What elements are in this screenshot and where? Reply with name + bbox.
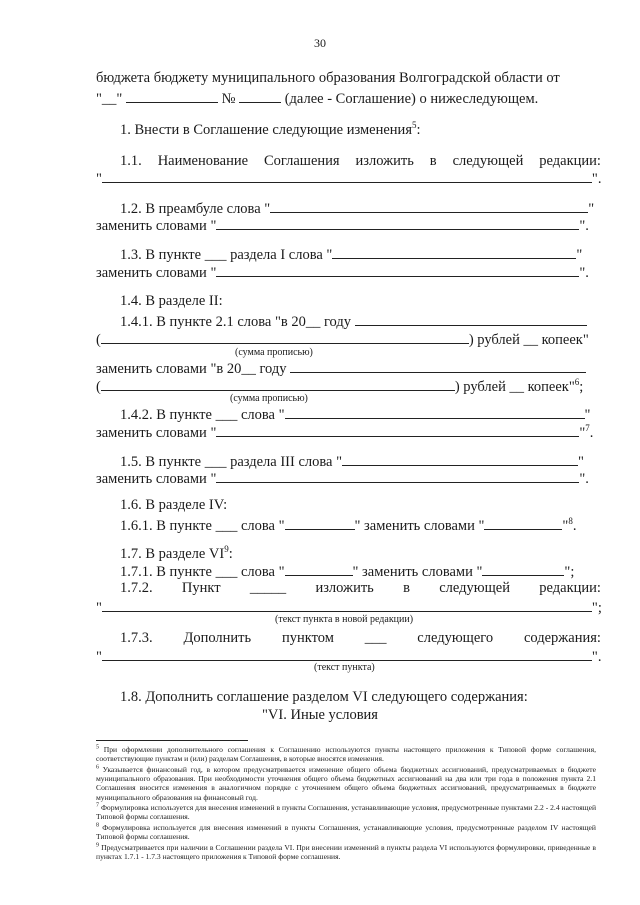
item-1-6-1-blank-2 [484, 517, 562, 530]
section-vi-title: "VI. Иные условия [262, 707, 378, 723]
item-1-7-1-replace: " заменить словами " [352, 564, 483, 580]
footnote-7-text: Формулировка используется для внесения изменений в пункты Соглашения, устанавливающие условия, предусмотренные пунктами 2.2 - 2.4 настоящей Типовой формы соглашения. [96, 803, 597, 822]
item-1-7-3-word-2: пунктом [281, 630, 334, 646]
item-1-4-2-quote-end: " [579, 425, 586, 441]
footnote-ref-9: 9 [224, 544, 229, 555]
item-1-4-2-blank-2 [216, 424, 579, 437]
item-text-caption: (текст пункта) [314, 662, 375, 673]
item-1-4-1-rubles: ) рублей __ копеек" [468, 332, 589, 348]
item-1-4-1-sum-blank [101, 331, 469, 344]
item-1-2-quote-end: ". [579, 218, 589, 234]
item-1-1-line-2 [96, 170, 601, 187]
item-1-1-word-4: в [429, 153, 437, 169]
item-1-5-blank-1 [342, 453, 578, 466]
item-1-7-3-number: 1.7.3. [120, 630, 153, 646]
item-1-7-1-blank-2 [482, 563, 564, 576]
item-1-1-blank [102, 170, 592, 183]
item-1-4-2-quote: " [584, 407, 591, 423]
item-1-4-2-replace: заменить словами " [96, 425, 217, 441]
item-1-7-3-quote-close: ". [591, 649, 602, 665]
item-1-7-3-quote-open: " [96, 649, 102, 665]
item-1-2-replace: заменить словами " [96, 218, 217, 234]
footnote-5-number: 5 [96, 744, 99, 751]
item-1-7-2-word-2: изложить [315, 580, 374, 596]
item-1-4-1-sum-blank-2 [101, 378, 455, 391]
item-1-3-quote: " [576, 247, 583, 263]
item-1-5-text: 1.5. В пункте ___ раздела III слова " [120, 454, 342, 470]
item-1-5-line-1 [120, 453, 584, 470]
item-1-7-2-text-blank [102, 599, 592, 612]
item-1-7-2-word-3: в [403, 580, 410, 596]
footnote-9 [96, 843, 596, 861]
intro-number-sign: № [221, 91, 236, 107]
item-1-1-quote-open: " [96, 171, 102, 187]
item-1-7-3-word-4: содержания: [523, 630, 601, 646]
item-1-4-2-dot: . [589, 425, 594, 441]
item-1-4-2-line-2 [96, 424, 593, 441]
item-1-7-3-word-1: Дополнить [183, 630, 252, 646]
item-1-colon: : [416, 122, 421, 138]
item-1-4-2-blank-1 [285, 406, 585, 419]
item-1-6-1-text: 1.6.1. В пункте ___ слова " [120, 518, 285, 534]
item-1-2-line-2 [96, 217, 589, 234]
intro-text-2: (далее - Соглашение) о нижеследующем. [284, 91, 539, 107]
item-1-5-line-2 [96, 470, 589, 487]
item-1-1-word-1: Наименование [157, 153, 249, 169]
intro-date-blank [126, 90, 218, 103]
item-1-6-1-dot: . [572, 518, 577, 534]
item-1 [120, 122, 421, 138]
item-1-7-2-word-5: редакции: [539, 580, 601, 596]
item-1-5-replace: заменить словами " [96, 471, 217, 487]
sum-in-words-caption-2: (сумма прописью) [230, 393, 308, 404]
intro-text-1: бюджета бюджету муниципального образования Волгоградской области от [96, 70, 560, 86]
intro-line-1 [96, 70, 601, 86]
item-1-7-1-blank-1 [285, 563, 353, 576]
item-1-4-1-text: 1.4.1. В пункте 2.1 слова "в 20__ году [120, 314, 352, 330]
item-1-3-line-2 [96, 264, 589, 281]
item-1-4-1-line-2 [96, 331, 589, 348]
footnote-8-number: 8 [96, 822, 99, 829]
footnote-5-text: При оформлении дополнительного соглашения к Соглашению используются пункты настоящего приложения к Типовой форме соглашения, соответствующие пунктам и (или) разделам Соглашения, в которые вносятся изменения. [96, 745, 596, 764]
item-1-4-1-blank-1 [355, 313, 587, 326]
item-1-7-2-word-4: следующей [439, 580, 510, 596]
item-1-1-word-2: Соглашения [263, 153, 340, 169]
footnote-separator [96, 740, 248, 741]
item-1-7-3 [120, 630, 601, 646]
item-1-7-heading-text: 1.7. В разделе VI [120, 546, 225, 562]
item-1-6-1-blank-1 [285, 517, 355, 530]
item-1-7-2 [120, 580, 601, 596]
item-1-4-1-rubles-2: ) рублей __ копеек" [454, 379, 575, 395]
item-1-4-1-paren: ( [96, 332, 101, 348]
item-1-2-text: 1.2. В преамбуле слова " [120, 201, 271, 217]
footnote-6-text: Указывается финансовый год, в котором предусматривается изменение общего объема бюджетных ассигнований, предусматриваемых в бюджете муниципального образования. При необходимости уточнения общего объема бюджетных ассигнований на два или три года в положения пункта 2.1 Соглашения вносится изменения в аналогичном порядке с уточнением общего объема бюджетных ассигнований, предусматриваемых в бюджете муниципального образования на финансовый год. [96, 765, 596, 802]
item-1-6-heading: 1.6. В разделе IV: [120, 497, 228, 513]
item-1-4-1-line-3 [96, 360, 586, 377]
item-1-3-text: 1.3. В пункте ___ раздела I слова " [120, 247, 333, 263]
item-1-7-heading [120, 546, 233, 562]
item-1-7-3-word-3: следующего [417, 630, 494, 646]
footnote-ref-7: 7 [585, 423, 590, 434]
item-1-2-blank-1 [270, 200, 588, 213]
item-1-7-1-text: 1.7.1. В пункте ___ слова " [120, 564, 285, 580]
item-1-4-1-replace: заменить словами "в 20__ году [96, 361, 287, 377]
item-1-1-word-3: изложить [355, 153, 414, 169]
page-number: 30 [314, 36, 326, 50]
item-1-1-number: 1.1. [120, 153, 142, 169]
item-1-8: 1.8. Дополнить соглашение разделом VI следующего содержания: [120, 689, 528, 705]
item-1-4-2-line-1 [120, 406, 590, 423]
item-1-4-1-line-1 [120, 313, 587, 330]
item-1-4-1-paren-2: ( [96, 379, 101, 395]
item-1-7-1-quote: "; [564, 564, 575, 580]
item-1-6-1-quote: " [562, 518, 569, 534]
footnote-ref-5: 5 [411, 120, 417, 131]
item-1-5-quote-end: ". [579, 471, 589, 487]
item-1-text: 1. Внести в Соглашение следующие изменения [120, 122, 412, 138]
footnote-8 [96, 823, 596, 841]
item-1-3-line-1 [120, 246, 582, 263]
item-1-7-3-text-blank [102, 648, 592, 661]
footnote-7 [96, 803, 596, 821]
footnote-7-number: 7 [96, 802, 99, 809]
intro-date-quotes: "__" [96, 91, 123, 107]
footnote-9-text: Предусматривается при наличии в Соглашении раздела VI. При внесении изменений в пункты раздела VI используются формулировки, приведенные в пунктах 1.7.1 - 1.7.3 настоящего приложения к Типовой форме соглашения. [96, 843, 596, 862]
item-1-2-blank-2 [216, 217, 579, 230]
footnote-6-number: 6 [96, 764, 99, 771]
footnote-9-number: 9 [96, 842, 99, 849]
item-1-5-blank-2 [216, 470, 579, 483]
item-1-6-1-replace: " заменить словами " [354, 518, 485, 534]
item-1-7-1 [120, 563, 574, 580]
item-1-4-1-semicolon: ; [579, 379, 584, 395]
item-1-7-2-quote-close: "; [591, 600, 602, 616]
footnote-5 [96, 745, 596, 763]
item-1-1-quote-close: ". [591, 171, 602, 187]
item-1-7-3-blank: ___ [364, 630, 387, 646]
item-1-3-replace: заменить словами " [96, 265, 217, 281]
item-1-4-heading: 1.4. В разделе II: [120, 293, 223, 309]
item-1-7-2-blank: _____ [249, 580, 287, 596]
footnote-ref-8: 8 [568, 516, 573, 527]
footnote-ref-6: 6 [574, 377, 580, 388]
item-1-1-word-5: следующей [452, 153, 524, 169]
item-1-4-1-blank-2 [290, 360, 586, 373]
footnote-6 [96, 765, 596, 802]
item-1-3-quote-end: ". [579, 265, 589, 281]
intro-number-blank [239, 90, 281, 103]
item-1-4-2-text: 1.4.2. В пункте ___ слова " [120, 407, 285, 423]
intro-line-2 [96, 90, 538, 107]
item-1-1 [120, 153, 601, 169]
item-1-6-1 [120, 517, 576, 534]
sum-in-words-caption-1: (сумма прописью) [235, 347, 313, 358]
item-1-2-quote: " [588, 201, 595, 217]
item-1-7-2-quote-open: " [96, 600, 102, 616]
item-1-4-1-line-4 [96, 378, 583, 395]
item-1-7-2-number: 1.7.2. [120, 580, 153, 596]
item-1-7-2-word-1: Пункт [181, 580, 221, 596]
item-1-3-blank-2 [216, 264, 579, 277]
footnote-8-text: Формулировка используется для внесения изменений в пункты Соглашения, устанавливающие условия, предусмотренные разделом IV настоящей Типовой формы соглашения. [96, 823, 596, 842]
new-text-caption: (текст пункта в новой редакции) [275, 614, 414, 625]
item-1-2-line-1 [120, 200, 594, 217]
item-1-3-blank-1 [332, 246, 576, 259]
item-1-7-colon: : [228, 546, 233, 562]
item-1-5-quote: " [578, 454, 584, 470]
item-1-1-word-6: редакции: [539, 153, 601, 169]
